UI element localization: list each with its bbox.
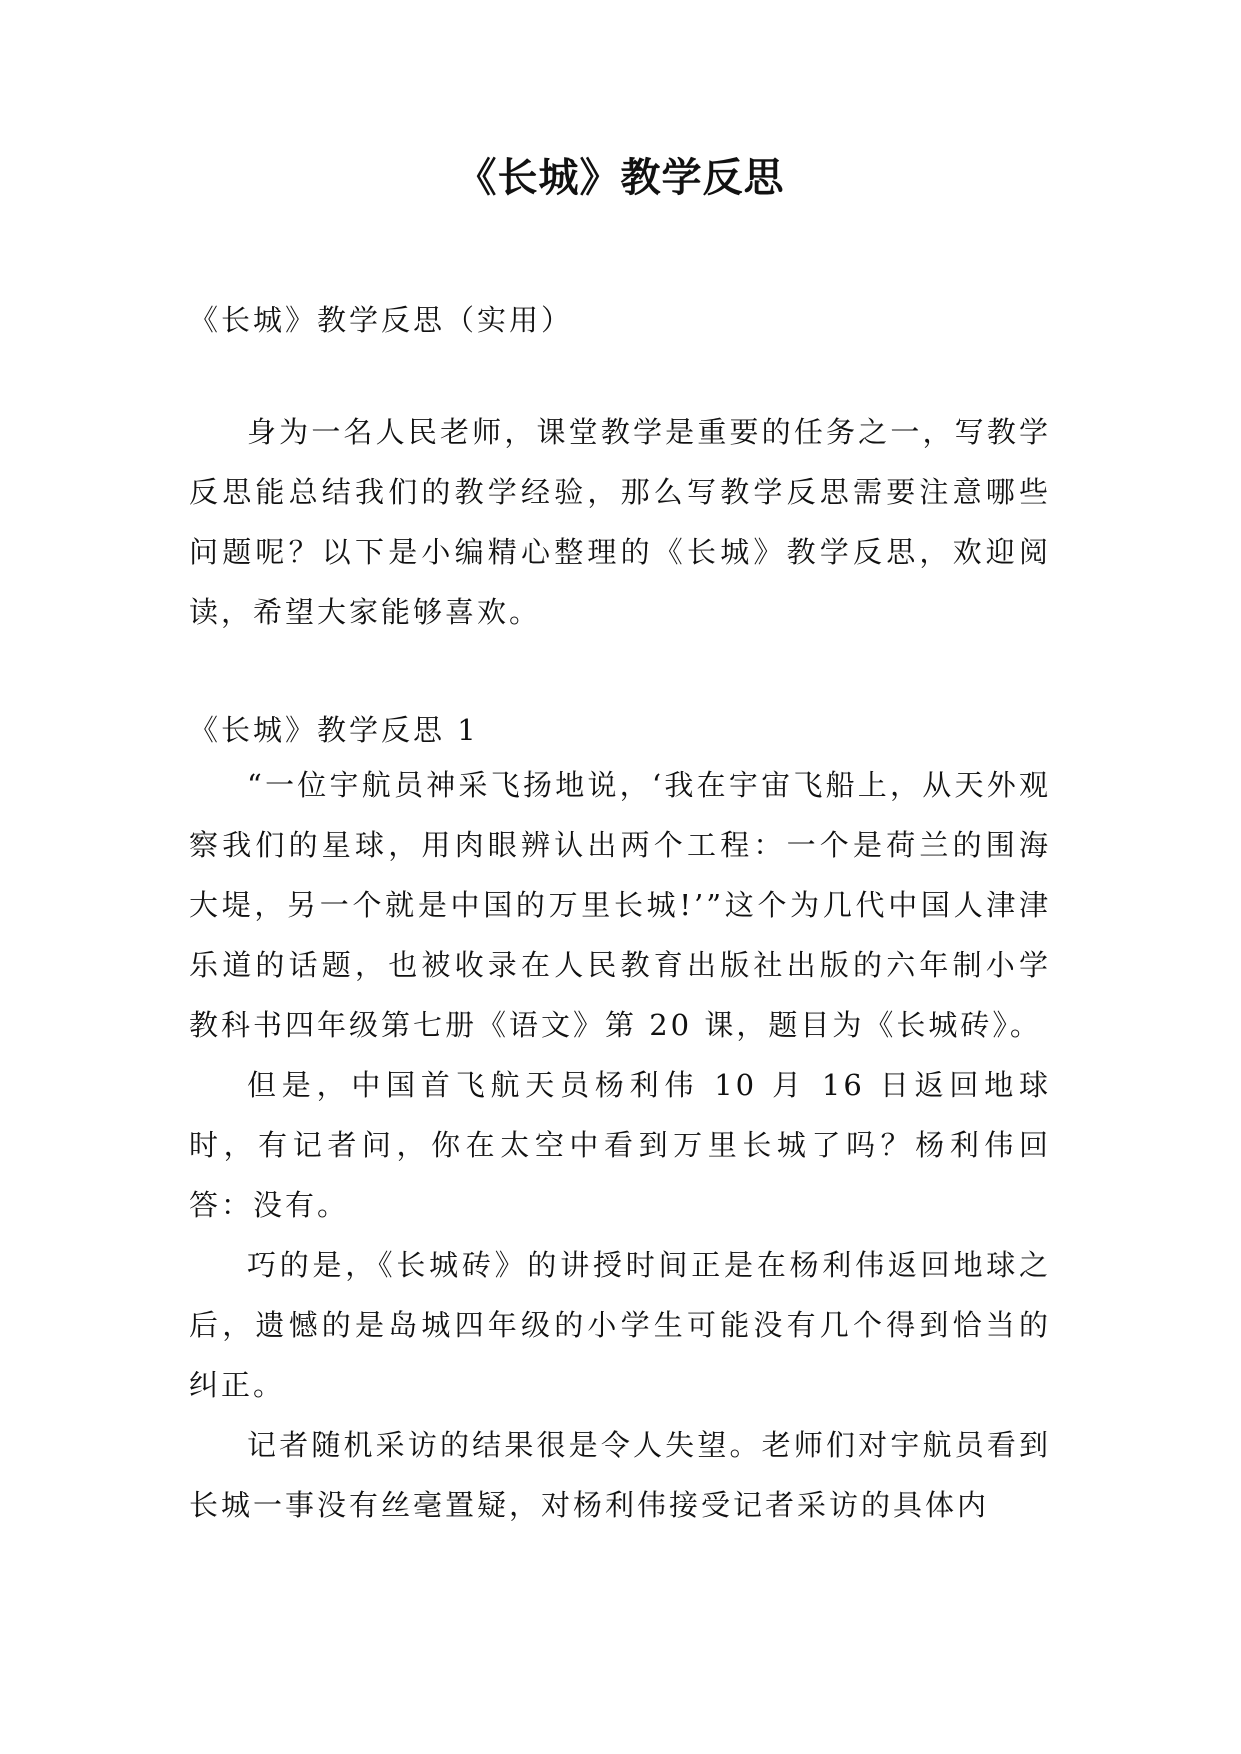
document-subtitle: [189, 290, 1051, 350]
body-paragraph-3: 巧的是，《长城砖》的讲授时间正是在杨利伟返回地球之后，遗憾的是岛城四年级的小学生可能没有几个得到恰当的纠正。: [189, 1248, 1051, 1402]
section-body: [189, 755, 1051, 1535]
body-paragraph-2: 但是，中国首飞航天员杨利伟 10 月 16 日返回地球时，有记者问，你在太空中看到万里长城了吗？杨利伟回答：没有。: [189, 1068, 1051, 1222]
document-title: 《长城》教学反思: [456, 155, 785, 201]
intro-paragraph: 身为一名人民老师，课堂教学是重要的任务之一，写教学反思能总结我们的教学经验，那么写教学反思需要注意哪些问题呢？以下是小编精心整理的《长城》教学反思，欢迎阅读，希望大家能够喜欢。: [189, 415, 1051, 629]
subtitle-text: 《长城》教学反思（实用）: [189, 303, 574, 337]
body-paragraph-1: “一位宇航员神采飞扬地说，‘我在宇宙飞船上，从天外观察我们的星球，用肉眼辨认出两个工程：一个是荷兰的围海大堤，另一个就是中国的万里长城!’”这个为几代中国人津津乐道的话题，也被收录在人民教育出版社出版的六年制小学教科书四年级第七册《语文》第 20 课，题目为《长城砖》。: [189, 768, 1051, 1042]
section-heading-block: [189, 700, 1051, 760]
body-paragraph-4: 记者随机采访的结果很是令人失望。老师们对宇航员看到长城一事没有丝毫置疑，对杨利伟接受记者采访的具体内: [189, 1428, 1051, 1522]
intro-paragraph-block: [189, 402, 1051, 642]
section-heading: 《长城》教学反思 1: [189, 713, 479, 747]
